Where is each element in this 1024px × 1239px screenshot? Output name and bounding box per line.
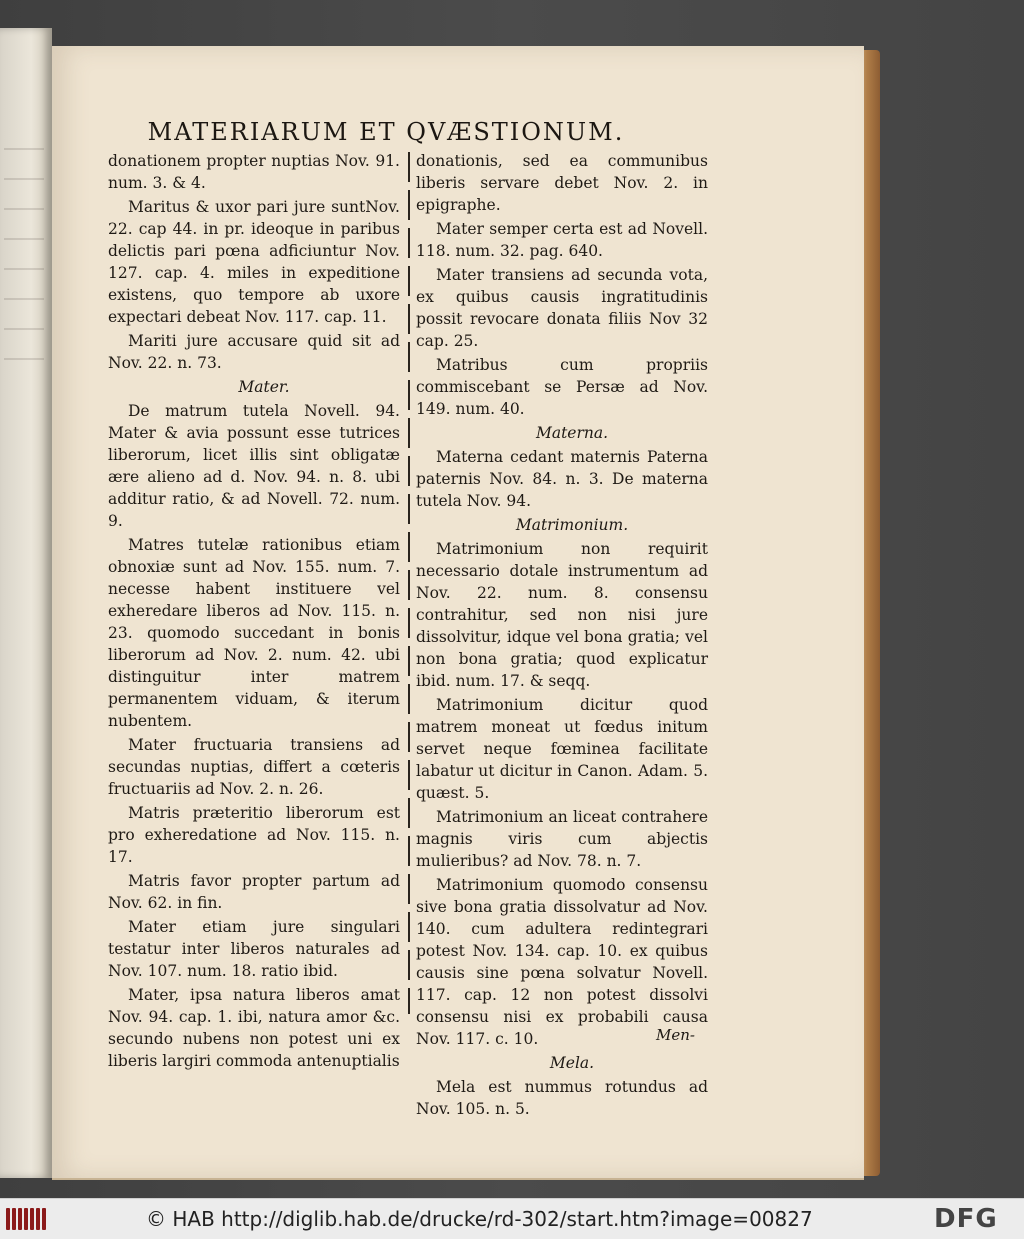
footer-bar [0, 1198, 1024, 1239]
index-entry: Matrimonium dicitur quod matrem moneat ut fœdus initum servet neque fœminea facilitate labatur ut dicitur in Canon. Adam. 5. quæst. 5. [416, 696, 708, 802]
hab-logo-icon [6, 1208, 46, 1230]
section-rubric: Mela. [549, 1054, 595, 1072]
dfg-logo: DFG [934, 1204, 998, 1234]
index-entry: Matribus cum propriis commiscebant se Persæ ad Nov. 149. num. 40. [416, 356, 708, 418]
index-entry: Matrimonium quomodo consensu sive bona gratia dissolvatur ad Nov. 140. cum adultera redintegrari potest Nov. 134. cap. 10. ex quibus causis sine pœna solvatur Novell. 117. cap. 12 non potest dissolvi consensu nisi ex probabili causa Nov. 117. c. 10. [416, 876, 708, 1048]
index-entry: Mater, ipsa natura liberos amat Nov. 94. cap. 1. ibi, natura amor &c. secundo nubens non potest uni ex liberis largiri commoda antenuptialis [108, 986, 400, 1070]
section-rubric: Mater. [238, 378, 290, 396]
index-entry: Matris præteritio liberorum est pro exheredatione ad Nov. 115. n. 17. [108, 804, 400, 866]
catchword: Men- [656, 1026, 695, 1044]
right-column [416, 150, 708, 1122]
section-rubric: Materna. [535, 424, 609, 442]
entry-continuation: donationis, sed ea communibus liberis servare debet Nov. 2. in epigraphe. [416, 152, 708, 214]
index-entry: Materna cedant maternis Paterna paternis Nov. 84. n. 3. De materna tutela Nov. 94. [416, 448, 708, 510]
index-entry: Mater transiens ad secunda vota, ex quibus causis ingratitudinis possit revocare donata filiis Nov 32 cap. 25. [416, 266, 708, 350]
copyright-link[interactable]: © HAB http://diglib.hab.de/drucke/rd-302/start.htm?image=00827 [146, 1207, 813, 1231]
index-entry: Mariti jure accusare quid sit ad Nov. 22. n. 73. [108, 332, 400, 372]
index-entry: De matrum tutela Novell. 94. Mater & avia possunt esse tutrices liberorum, licet illis sint obligatæ ære alieno ad d. Nov. 94. n. 8. ubi additur ratio, & ad Novell. 72. num. 9. [108, 402, 400, 530]
column-rule [408, 152, 410, 1014]
index-entry: Matrimonium non requirit necessario dotale instrumentum ad Nov. 22. num. 8. consensu contrahitur, sed non nisi jure dissolvitur, idque vel bona gratia; vel non bona gratia; quod explicatur ibid. num. 17. & seqq. [416, 540, 708, 690]
entry-continuation: donationem propter nuptias Nov. 91. num. 3. & 4. [108, 152, 400, 192]
index-entry: Matres tutelæ rationibus etiam obnoxiæ sunt ad Nov. 155. num. 7. necesse habent instituere vel exheredare liberos ad Nov. 115. n. 23. quomodo succedant in bonis liberorum ad Nov. 2. num. 42. ubi distinguitur inter matrem permanentem viduam, & iterum nubentem. [108, 536, 400, 730]
index-entry: Matris favor propter partum ad Nov. 62. in fin. [108, 872, 400, 912]
running-head: MATERIARUM ET QVÆSTIONUM. [147, 118, 625, 146]
left-column [108, 150, 400, 1074]
index-entry: Mater etiam jure singulari testatur inter liberos naturales ad Nov. 107. num. 18. ratio ibid. [108, 918, 400, 980]
index-entry: Maritus & uxor pari jure suntNov. 22. cap 44. in pr. ideoque in paribus delictis pari pœna adficiuntur Nov. 127. cap. 4. miles in expeditione existens, quo tempore ab uxore expectari debeat Nov. 117. cap. 11. [108, 198, 400, 326]
index-entry: Mater semper certa est ad Novell. 118. num. 32. pag. 640. [416, 220, 708, 260]
index-entry: Mater fructuaria transiens ad secundas nuptias, differt a cœteris fructuariis ad Nov. 2. n. 26. [108, 736, 400, 798]
index-entry: Matrimonium an liceat contrahere magnis viris cum abjectis mulieribus? ad Nov. 78. n. 7. [416, 808, 708, 870]
previous-leaf [0, 28, 52, 1178]
section-rubric: Matrimonium. [515, 516, 629, 534]
index-entry: Mela est nummus rotundus ad Nov. 105. n. 5. [416, 1078, 708, 1118]
